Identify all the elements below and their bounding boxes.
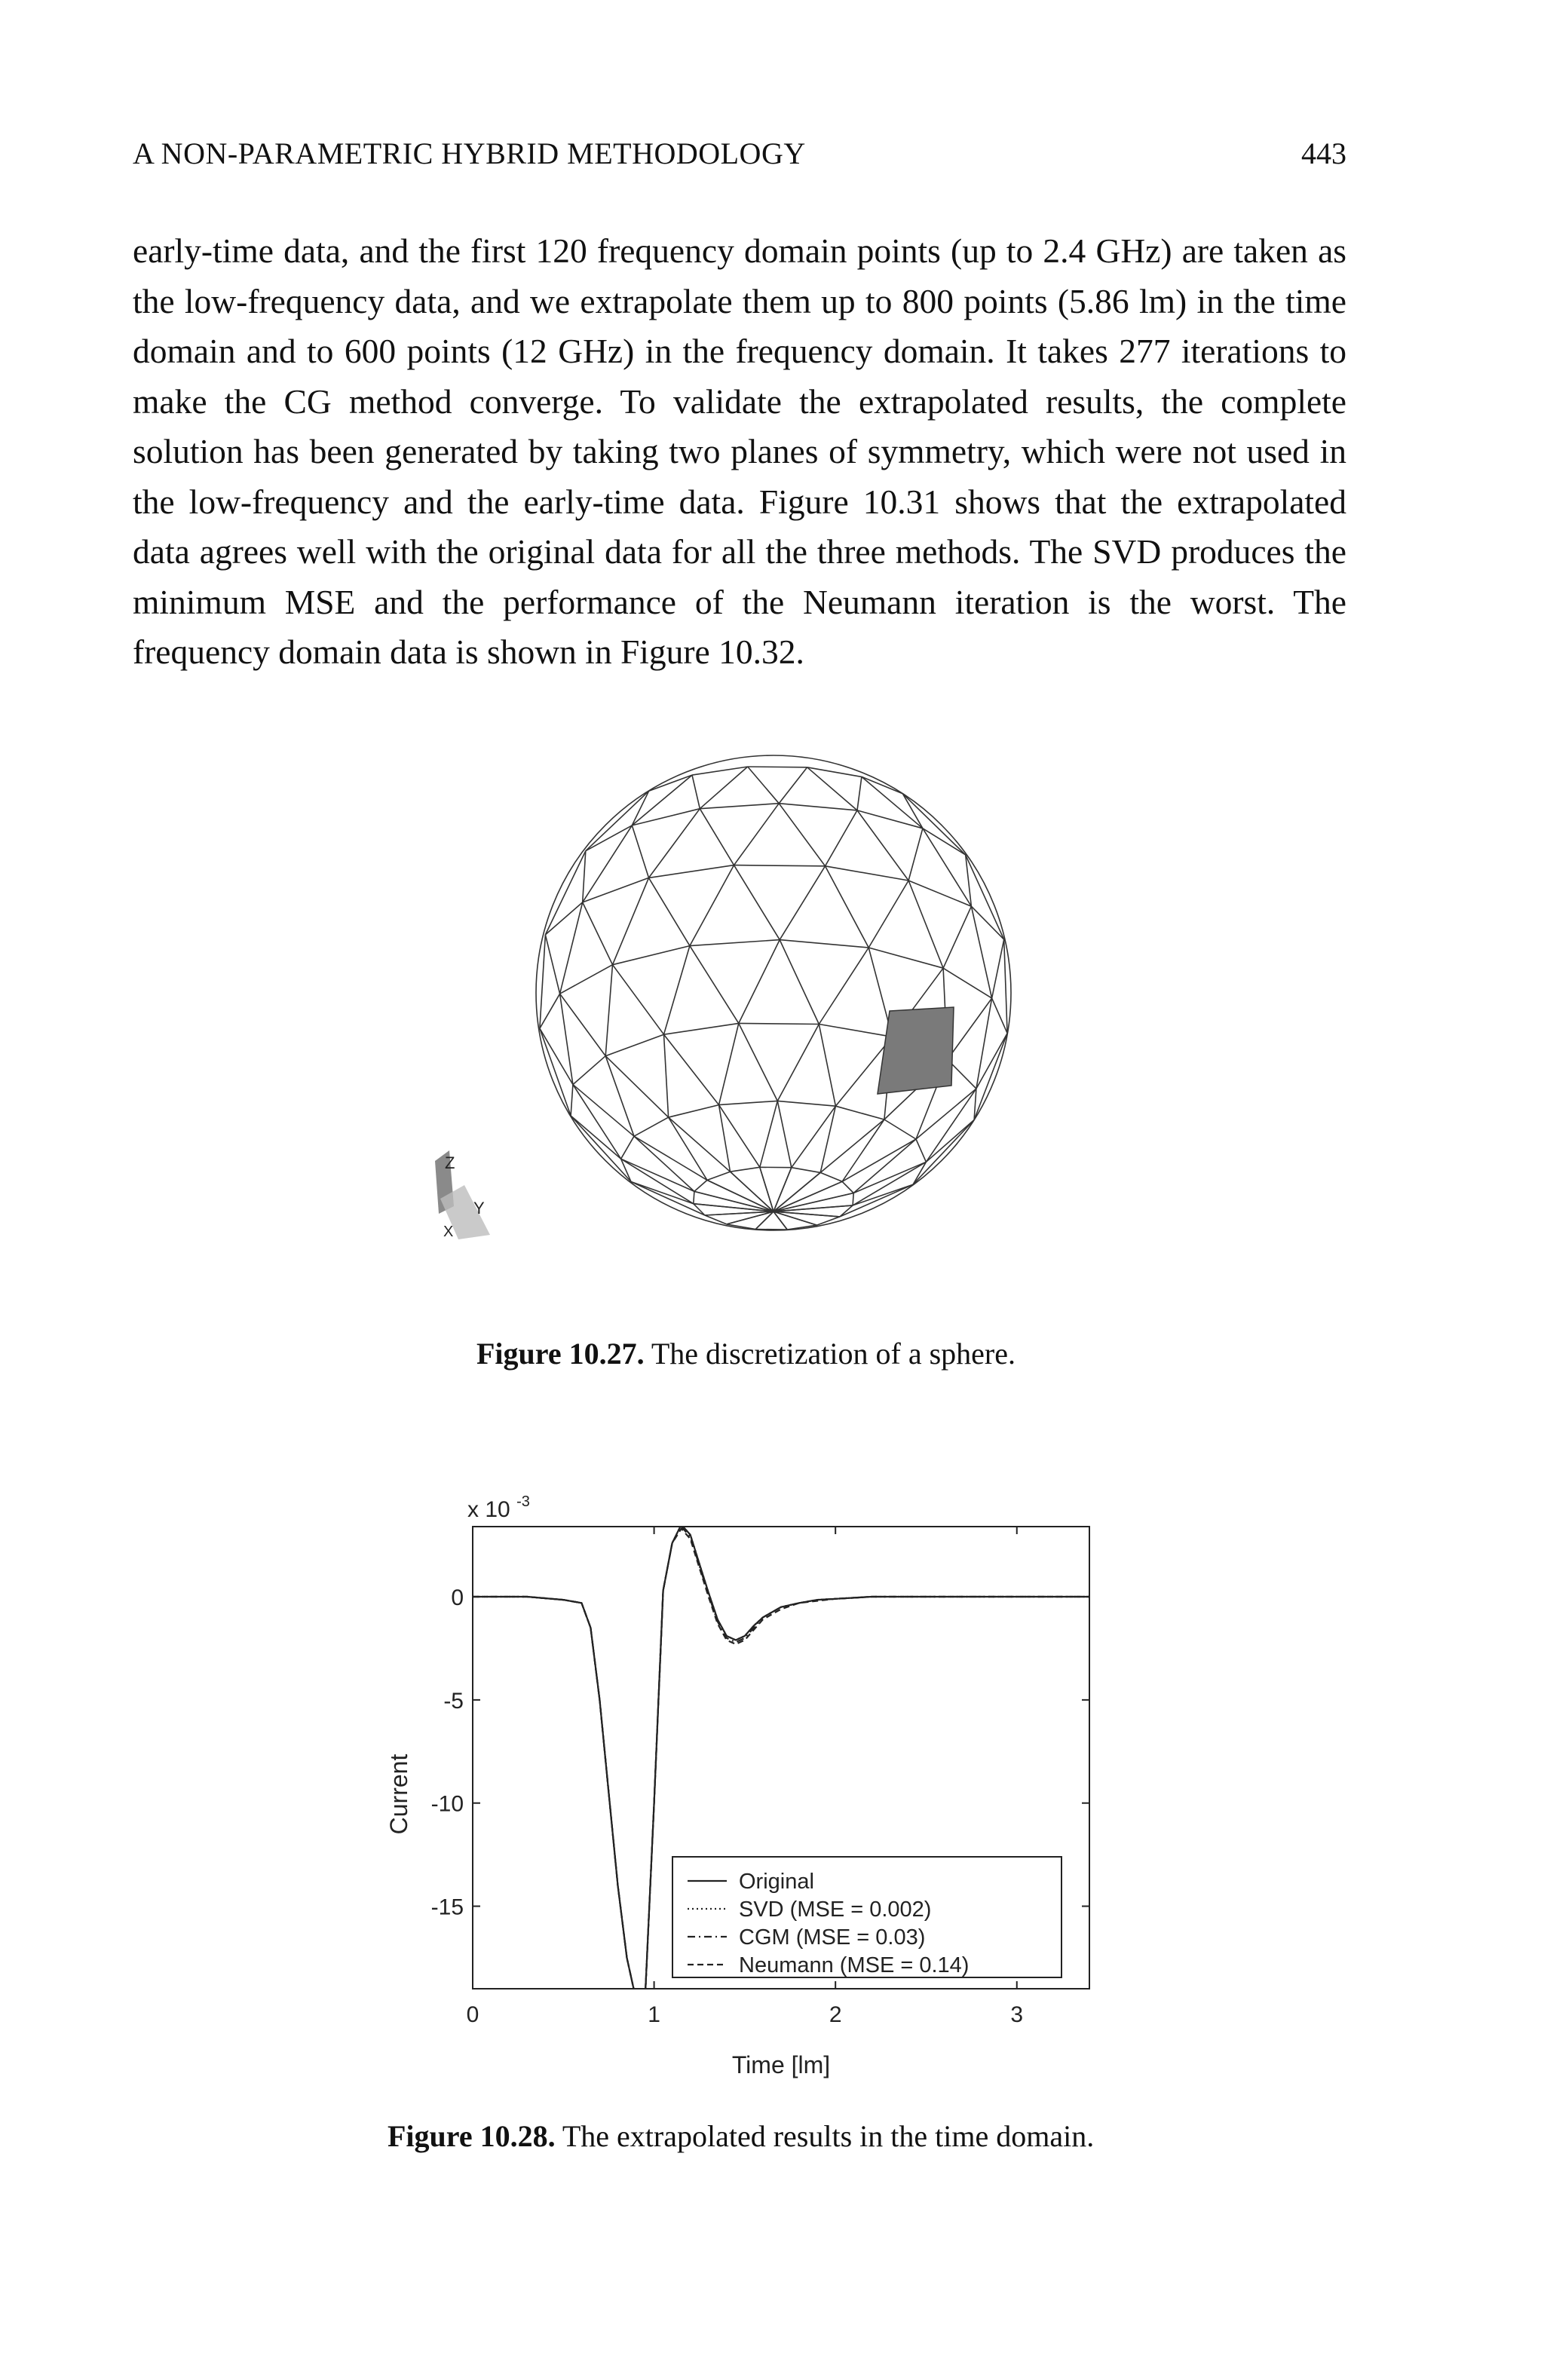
mesh-edge [992,939,1004,998]
mesh-edge [707,1180,774,1211]
mesh-edge [971,906,1003,939]
mesh-edge [649,878,690,945]
axis-multiplier [467,1493,530,1522]
mesh-edge [613,878,649,964]
mesh-edge [840,1184,913,1217]
body-paragraph: early-time data, and the first 120 frequency domain points (up to 2.4 GHz) are taken as the low-frequency data, and we extrapolate them up to 800 points (5.86 lm) in the time domain and to 600 points (12 GHz) in the frequency domain. It takes 277 iterations to make the CG method converge. To validate the extrapolated results, the complete solution has been generated by taking two planes of symmetry, which were not used in the low-frequency and the early-time data. Figure 10.31 shows that the extrapolated data agrees well with the original data for all the three methods. The SVD produces the minimum MSE and the performance of the Neumann iteration is the worst. The frequency domain data is shown in Figure 10.32. [133,231,1346,671]
y-tick-label: 0 [451,1585,464,1611]
axis-multiplier-exponent: -3 [516,1493,530,1510]
mesh-edge [777,1025,819,1101]
mesh-edge [734,865,826,866]
mesh-edge [649,775,692,791]
highlighted-mesh-patch [878,1007,954,1094]
mesh-edge [664,1034,669,1117]
mesh-edge [826,866,869,948]
running-header [133,136,1346,181]
mesh-edge [690,946,739,1024]
mesh-edge [1004,939,1007,1033]
mesh-edge [908,829,923,881]
mesh-edge [545,935,559,994]
mesh-edge [748,767,779,804]
mesh-edge [739,1023,819,1024]
mesh-edge [605,965,612,1056]
mesh-edge [916,1089,976,1139]
mesh-edge [632,825,648,878]
mesh-edge [820,1172,842,1181]
mesh-edge [807,767,857,810]
mesh-edge [664,946,690,1035]
mesh-edge [868,948,943,968]
mesh-edge [857,810,908,881]
mesh-edge [560,994,573,1084]
mesh-edge [583,825,633,902]
legend-label: Original [739,1870,814,1894]
axis-label-z: Z [445,1153,455,1172]
mesh-edge [792,1168,820,1173]
mesh-edge [966,855,1004,939]
mesh-edge [853,1139,916,1193]
mesh-edge [780,940,868,948]
mesh-edge [974,1034,1007,1120]
mesh-edge [923,829,972,906]
mesh-edge [664,1023,739,1034]
mesh-edge [943,906,971,968]
x-tick-label: 3 [1010,2002,1024,2027]
mesh-edge [692,775,700,809]
mesh-edge [605,1056,668,1117]
mesh-edge [560,965,613,994]
figure-caption-text: The extrapolated results in the time domain. [562,2119,1095,2153]
mesh-edge [760,1101,778,1167]
mesh-edge [690,865,734,946]
mesh-edge [777,1101,835,1106]
mesh-edge [613,965,664,1035]
axis-triad [435,1150,490,1240]
legend-label: SVD (MSE = 0.002) [739,1898,932,1922]
mesh-edge [868,881,908,948]
figure-caption-text: The discretization of a sphere. [651,1337,1016,1371]
mesh-edge [583,902,613,965]
running-title: A NON-PARAMETRIC HYBRID METHODOLOGY [133,136,806,170]
mesh-edge [690,940,780,946]
mesh-edge [916,1139,926,1162]
mesh-edge [971,906,991,998]
mesh-edge [719,1023,739,1104]
mesh-edge [840,1205,853,1217]
mesh-edge [820,1120,884,1172]
y-tick-label: -15 [430,1895,464,1920]
mesh-edge [707,1172,731,1180]
mesh-edge [719,1105,760,1168]
mesh-edge [943,968,992,998]
mesh-edge [573,1056,605,1085]
mesh-edge [819,1025,892,1037]
mesh-edge [694,1191,774,1211]
mesh-edge [826,810,858,866]
x-tick-label: 0 [466,2002,479,2027]
sphere-wireframe-mesh [536,755,1011,1230]
mesh-edge [780,866,825,940]
mesh-edge [908,881,943,968]
figure-label: Figure 10.28. [388,2119,556,2153]
mesh-edge [853,1162,926,1193]
mesh-edge [734,804,780,865]
mesh-edge [923,829,966,855]
mesh-edge [734,865,780,940]
mesh-edge [719,1101,778,1104]
mesh-edge [664,1034,719,1104]
mesh-edge [649,865,734,878]
time-domain-chart [362,1478,1153,2111]
mesh-edge [779,804,857,810]
legend-label: Neumann (MSE = 0.14) [739,1953,970,1977]
mesh-edge [842,1181,853,1193]
mesh-edge [621,1136,634,1159]
mesh-edge [779,767,807,804]
mesh-edge [613,946,690,965]
mesh-edge [669,1117,707,1180]
figure-label: Figure 10.27. [476,1337,645,1371]
mesh-edge [545,851,585,935]
mesh-edge [857,776,862,810]
mesh-edge [571,1116,621,1159]
mesh-edge [739,940,780,1024]
sphere-figure [392,724,1071,1282]
axis-label-x: X [443,1224,454,1240]
x-axis-label: Time [lm] [731,2051,831,2078]
mesh-edge [560,994,606,1056]
y-axis-label: Current [385,1754,412,1835]
mesh-edge [731,1167,760,1172]
mesh-edge [669,1105,719,1118]
mesh-edge [884,1120,916,1139]
chart-legend [672,1857,1062,1977]
mesh-edge [634,1117,669,1136]
y-tick-label: -5 [443,1688,464,1714]
mesh-edge [540,994,560,1028]
mesh-edge [583,878,649,902]
mesh-edge [862,776,923,828]
mesh-edge [992,998,1008,1034]
mesh-edge [908,881,971,906]
mesh-edge [545,902,582,935]
mesh-edge [780,940,819,1025]
mesh-edge [560,902,583,994]
mesh-edge [819,948,868,1025]
mesh-edge [819,1025,835,1107]
mesh-edge [586,791,649,851]
legend-label: CGM (MSE = 0.03) [739,1925,926,1950]
mesh-edge [700,809,734,865]
axis-label-y: Y [473,1199,485,1218]
y-tick-label: -10 [430,1791,464,1817]
x-tick-label: 2 [829,2002,842,2027]
mesh-edge [621,1159,694,1191]
mesh-edge [571,1085,573,1116]
mesh-edge [694,1204,705,1215]
mesh-edge [862,776,902,793]
sphere-outline [536,755,1011,1230]
figure-caption-10-27 [476,1336,1016,1371]
mesh-edge [573,1085,621,1159]
mesh-edge [700,804,779,809]
x-tick-label: 1 [648,2002,660,2027]
mesh-edge [739,1023,778,1101]
mesh-edge [826,866,909,881]
mesh-edge [719,1105,731,1172]
mesh-edge [669,1117,731,1172]
page-number: 443 [1301,136,1346,170]
mesh-edge [694,1180,707,1191]
mesh-edge [835,1106,884,1120]
mesh-edge [779,804,825,866]
mesh-edge [605,1034,663,1056]
mesh-edge [777,1101,792,1167]
figure-caption-10-28 [388,2118,1094,2154]
mesh-edge [583,851,586,902]
axis-multiplier-base: x 10 [467,1497,510,1522]
mesh-edge [694,1204,774,1211]
